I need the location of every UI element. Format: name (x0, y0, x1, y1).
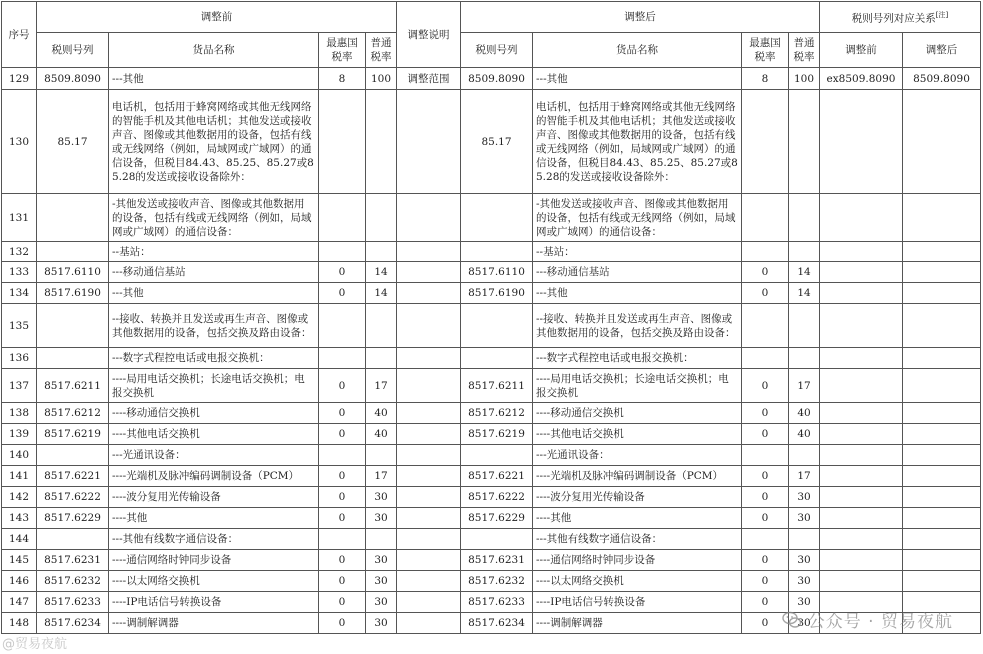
cell-name-after: ----调制解调器 (533, 613, 742, 634)
cell-seq: 146 (2, 571, 37, 592)
cell-map-after (903, 369, 981, 403)
cell-general-after (789, 304, 820, 348)
cell-seq: 138 (2, 403, 37, 424)
header-mapping-group (820, 2, 981, 33)
cell-name: ---其他 (109, 283, 319, 304)
cell-code: 8517.6212 (37, 403, 109, 424)
cell-map-before (820, 424, 903, 445)
cell-map-after (903, 445, 981, 466)
cell-mfn: 0 (319, 403, 366, 424)
cell-code (37, 529, 109, 550)
cell-mfn: 0 (319, 424, 366, 445)
wechat-icon (782, 610, 802, 630)
cell-note (397, 571, 461, 592)
table-body (2, 68, 981, 634)
cell-name: ----其他电话交换机 (109, 424, 319, 445)
cell-code-after (461, 445, 533, 466)
cell-general (366, 529, 397, 550)
cell-seq: 130 (2, 90, 37, 194)
cell-general-after (789, 529, 820, 550)
header-general-after: 普通 税率 (789, 33, 820, 68)
cell-general: 30 (366, 571, 397, 592)
cell-map-after (903, 283, 981, 304)
cell-note: 调整范围 (397, 68, 461, 90)
cell-general: 30 (366, 592, 397, 613)
cell-note (397, 529, 461, 550)
cell-name-after: 电话机，包括用于蜂窝网络或其他无线网络的智能手机及其他电话机；其他发送或接收声音、图像或其他数据用的设备，包括有线或无线网络（例如，局域网或广域网）的通信设备，但税目84.43、85.25、85.27或85.28的发送或接收设备除外： (533, 90, 742, 194)
cell-mfn: 0 (319, 508, 366, 529)
cell-name: 电话机，包括用于蜂窝网络或其他无线网络的智能手机及其他电话机；其他发送或接收声音、图像或其他数据用的设备，包括有线或无线网络（例如，局域网或广域网）的通信设备，但税目84.43、85.25、85.27或85.28的发送或接收设备除外： (109, 90, 319, 194)
cell-general: 17 (366, 369, 397, 403)
cell-seq: 147 (2, 592, 37, 613)
table-row (2, 90, 981, 194)
cell-name: ----调制解调器 (109, 613, 319, 634)
cell-general: 14 (366, 283, 397, 304)
cell-name: -其他发送或接收声音、图像或其他数据用的设备，包括有线或无线网络（例如，局域网或广域网）的通信设备： (109, 194, 319, 242)
table-row (2, 508, 981, 529)
table-row (2, 466, 981, 487)
header-map-after: 调整后 (903, 33, 981, 68)
cell-name: ---其他 (109, 68, 319, 90)
cell-seq: 145 (2, 550, 37, 571)
cell-general-after: 30 (789, 487, 820, 508)
cell-code-after: 8517.6211 (461, 369, 533, 403)
header-name-before: 货品名称 (109, 33, 319, 68)
cell-mfn-after: 0 (742, 613, 789, 634)
cell-map-before (820, 571, 903, 592)
cell-map-after (903, 550, 981, 571)
cell-seq: 142 (2, 487, 37, 508)
cell-note (397, 369, 461, 403)
cell-code-after: 8517.6232 (461, 571, 533, 592)
cell-map-before: ex8509.8090 (820, 68, 903, 90)
cell-note (397, 592, 461, 613)
table-row (2, 487, 981, 508)
cell-seq: 132 (2, 242, 37, 262)
cell-name-after: --接收、转换并且发送或再生声音、图像或其他数据用的设备，包括交换及路由设备： (533, 304, 742, 348)
cell-mfn: 0 (319, 466, 366, 487)
cell-note (397, 550, 461, 571)
header-code-after: 税则号列 (461, 33, 533, 68)
cell-general (366, 348, 397, 369)
cell-mfn-after (742, 348, 789, 369)
cell-name-after: ---其他 (533, 68, 742, 90)
cell-map-after (903, 304, 981, 348)
cell-note (397, 487, 461, 508)
cell-name: ----其他 (109, 508, 319, 529)
cell-code-after: 8517.6190 (461, 283, 533, 304)
cell-code-after (461, 529, 533, 550)
cell-seq: 136 (2, 348, 37, 369)
table-row (2, 304, 981, 348)
cell-code (37, 304, 109, 348)
cell-general: 40 (366, 403, 397, 424)
cell-code-after: 8517.6219 (461, 424, 533, 445)
cell-mfn-after: 8 (742, 68, 789, 90)
cell-code: 8517.6234 (37, 613, 109, 634)
table-row (2, 68, 981, 90)
cell-name: ---数字式程控电话或电报交换机： (109, 348, 319, 369)
cell-mfn: 0 (319, 262, 366, 283)
cell-name-after: ----波分复用光传输设备 (533, 487, 742, 508)
cell-mfn-after: 0 (742, 262, 789, 283)
cell-seq: 140 (2, 445, 37, 466)
table-row (2, 194, 981, 242)
cell-map-after: 8509.8090 (903, 68, 981, 90)
cell-map-before (820, 304, 903, 348)
cell-seq: 129 (2, 68, 37, 90)
cell-code: 8517.6110 (37, 262, 109, 283)
cell-mfn-after: 0 (742, 403, 789, 424)
cell-general-after (789, 242, 820, 262)
cell-note (397, 262, 461, 283)
header-code-before: 税则号列 (37, 33, 109, 68)
cell-general (366, 90, 397, 194)
cell-map-before (820, 348, 903, 369)
cell-general: 100 (366, 68, 397, 90)
table-row (2, 424, 981, 445)
cell-mfn-after: 0 (742, 369, 789, 403)
cell-name-after: ----其他电话交换机 (533, 424, 742, 445)
cell-code-after: 8517.6212 (461, 403, 533, 424)
cell-general-after (789, 90, 820, 194)
header-mfn-before: 最惠国 税率 (319, 33, 366, 68)
cell-map-after (903, 194, 981, 242)
cell-name-after: ---其他 (533, 283, 742, 304)
cell-code-after: 8517.6110 (461, 262, 533, 283)
cell-map-before (820, 242, 903, 262)
cell-mfn-after: 0 (742, 424, 789, 445)
cell-code: 8517.6229 (37, 508, 109, 529)
cell-general: 30 (366, 508, 397, 529)
cell-general-after: 100 (789, 68, 820, 90)
cell-mfn-after: 0 (742, 592, 789, 613)
cell-code-after (461, 242, 533, 262)
cell-seq: 139 (2, 424, 37, 445)
cell-note (397, 403, 461, 424)
cell-name-after: -其他发送或接收声音、图像或其他数据用的设备，包括有线或无线网络（例如，局域网或广域网）的通信设备： (533, 194, 742, 242)
cell-code: 8517.6233 (37, 592, 109, 613)
cell-map-before (820, 466, 903, 487)
cell-mfn (319, 529, 366, 550)
cell-code: 85.17 (37, 90, 109, 194)
cell-map-before (820, 90, 903, 194)
cell-mfn (319, 194, 366, 242)
cell-seq: 131 (2, 194, 37, 242)
cell-name: ----局用电话交换机；长途电话交换机；电报交换机 (109, 369, 319, 403)
table-row (2, 529, 981, 550)
cell-mfn: 0 (319, 592, 366, 613)
cell-code: 8517.6232 (37, 571, 109, 592)
cell-general-after: 30 (789, 592, 820, 613)
cell-seq: 135 (2, 304, 37, 348)
cell-mfn: 0 (319, 487, 366, 508)
cell-general: 14 (366, 262, 397, 283)
header-note: 调整说明 (397, 2, 461, 68)
cell-name-after: ----以太网络交换机 (533, 571, 742, 592)
cell-seq: 144 (2, 529, 37, 550)
cell-mfn: 0 (319, 283, 366, 304)
cell-name: ----移动通信交换机 (109, 403, 319, 424)
cell-note (397, 242, 461, 262)
watermark-handle: @贸易夜航 (2, 637, 68, 652)
cell-general-after (789, 348, 820, 369)
cell-general (366, 445, 397, 466)
cell-note (397, 348, 461, 369)
cell-seq: 141 (2, 466, 37, 487)
cell-note (397, 613, 461, 634)
cell-mfn (319, 304, 366, 348)
cell-map-after (903, 242, 981, 262)
cell-general-after (789, 445, 820, 466)
cell-general: 30 (366, 613, 397, 634)
cell-general-after: 17 (789, 369, 820, 403)
cell-name: ---光通讯设备： (109, 445, 319, 466)
cell-general: 30 (366, 487, 397, 508)
cell-mfn-after (742, 445, 789, 466)
cell-note (397, 194, 461, 242)
cell-general-after (789, 194, 820, 242)
cell-map-after (903, 508, 981, 529)
cell-code-after: 85.17 (461, 90, 533, 194)
cell-mfn-after: 0 (742, 487, 789, 508)
cell-general-after: 40 (789, 403, 820, 424)
cell-code (37, 194, 109, 242)
cell-name-after: --基站： (533, 242, 742, 262)
cell-code (37, 348, 109, 369)
cell-mfn-after (742, 304, 789, 348)
table-row (2, 571, 981, 592)
cell-code: 8517.6190 (37, 283, 109, 304)
cell-map-before (820, 403, 903, 424)
cell-map-after (903, 403, 981, 424)
cell-mfn-after: 0 (742, 283, 789, 304)
cell-code-after: 8517.6234 (461, 613, 533, 634)
header-map-before: 调整前 (820, 33, 903, 68)
cell-mfn (319, 242, 366, 262)
cell-seq: 134 (2, 283, 37, 304)
cell-code-after: 8517.6222 (461, 487, 533, 508)
cell-note (397, 466, 461, 487)
cell-note (397, 424, 461, 445)
cell-code: 8517.6219 (37, 424, 109, 445)
cell-map-before (820, 487, 903, 508)
cell-map-after (903, 487, 981, 508)
table-row (2, 262, 981, 283)
table-row (2, 369, 981, 403)
cell-general-after: 30 (789, 571, 820, 592)
cell-map-after (903, 571, 981, 592)
cell-name: --基站： (109, 242, 319, 262)
cell-code-after: 8517.6233 (461, 592, 533, 613)
cell-mfn: 0 (319, 369, 366, 403)
table-row (2, 242, 981, 262)
cell-map-after (903, 90, 981, 194)
cell-mfn: 0 (319, 613, 366, 634)
cell-general (366, 194, 397, 242)
header-mapping-footnote: [注] (935, 11, 949, 20)
watermark-account-text: 公众号 · 贸易夜航 (807, 612, 953, 632)
cell-name-after: ---光通讯设备： (533, 445, 742, 466)
cell-mfn-after (742, 194, 789, 242)
cell-general: 30 (366, 550, 397, 571)
cell-general: 17 (366, 466, 397, 487)
cell-code (37, 445, 109, 466)
cell-map-before (820, 262, 903, 283)
cell-map-after (903, 424, 981, 445)
cell-name: ----以太网络交换机 (109, 571, 319, 592)
cell-code-after (461, 194, 533, 242)
cell-mfn-after (742, 90, 789, 194)
cell-seq: 133 (2, 262, 37, 283)
cell-name-after: ----通信网络时钟同步设备 (533, 550, 742, 571)
cell-name: ---其他有线数字通信设备： (109, 529, 319, 550)
cell-map-before (820, 550, 903, 571)
cell-name-after: ----其他 (533, 508, 742, 529)
cell-name: ----波分复用光传输设备 (109, 487, 319, 508)
cell-code: 8517.6231 (37, 550, 109, 571)
cell-name: ----IP电话信号转换设备 (109, 592, 319, 613)
cell-name-after: ----IP电话信号转换设备 (533, 592, 742, 613)
cell-general-after: 14 (789, 262, 820, 283)
table-row (2, 550, 981, 571)
cell-general (366, 242, 397, 262)
cell-code-after (461, 348, 533, 369)
cell-code-after: 8517.6229 (461, 508, 533, 529)
table-row (2, 445, 981, 466)
cell-name-after: ----光端机及脉冲编码调制设备（PCM） (533, 466, 742, 487)
cell-general-after: 30 (789, 550, 820, 571)
header-name-after: 货品名称 (533, 33, 742, 68)
cell-name: ----光端机及脉冲编码调制设备（PCM） (109, 466, 319, 487)
header-seq: 序号 (2, 2, 37, 68)
cell-map-after (903, 262, 981, 283)
cell-mfn-after: 0 (742, 571, 789, 592)
cell-mfn (319, 348, 366, 369)
cell-name-after: ---数字式程控电话或电报交换机： (533, 348, 742, 369)
cell-map-after (903, 466, 981, 487)
cell-name: --接收、转换并且发送或再生声音、图像或其他数据用的设备，包括交换及路由设备： (109, 304, 319, 348)
cell-mfn: 0 (319, 571, 366, 592)
cell-mfn: 0 (319, 550, 366, 571)
cell-general (366, 304, 397, 348)
cell-code-after: 8509.8090 (461, 68, 533, 90)
cell-general-after: 14 (789, 283, 820, 304)
header-mapping-label: 税则号列对应关系 (851, 12, 936, 25)
cell-mfn-after: 0 (742, 508, 789, 529)
cell-map-after (903, 348, 981, 369)
cell-mfn-after: 0 (742, 550, 789, 571)
cell-seq: 143 (2, 508, 37, 529)
cell-mfn-after (742, 529, 789, 550)
cell-mfn: 8 (319, 68, 366, 90)
cell-mfn (319, 90, 366, 194)
header-mfn-after: 最惠国 税率 (742, 33, 789, 68)
cell-note (397, 90, 461, 194)
cell-note (397, 445, 461, 466)
cell-map-before (820, 283, 903, 304)
cell-note (397, 508, 461, 529)
tariff-adjustment-table (1, 1, 981, 634)
table-row (2, 348, 981, 369)
header-general-before: 普通 税率 (366, 33, 397, 68)
cell-map-before (820, 445, 903, 466)
cell-name: ----通信网络时钟同步设备 (109, 550, 319, 571)
cell-code-after: 8517.6231 (461, 550, 533, 571)
cell-seq: 148 (2, 613, 37, 634)
header-before-group: 调整前 (37, 2, 397, 33)
cell-map-before (820, 508, 903, 529)
cell-general: 40 (366, 424, 397, 445)
cell-mfn (319, 445, 366, 466)
cell-name-after: ----局用电话交换机；长途电话交换机；电报交换机 (533, 369, 742, 403)
cell-general-after: 40 (789, 424, 820, 445)
cell-note (397, 304, 461, 348)
cell-code-after (461, 304, 533, 348)
cell-seq: 137 (2, 369, 37, 403)
cell-note (397, 283, 461, 304)
watermark-account (782, 607, 953, 632)
cell-code: 8517.6211 (37, 369, 109, 403)
cell-code: 8517.6222 (37, 487, 109, 508)
cell-map-before (820, 369, 903, 403)
cell-map-before (820, 194, 903, 242)
cell-mfn-after: 0 (742, 466, 789, 487)
header-after-group: 调整后 (461, 2, 820, 33)
table-row (2, 403, 981, 424)
cell-code-after: 8517.6221 (461, 466, 533, 487)
cell-code: 8509.8090 (37, 68, 109, 90)
cell-map-before (820, 529, 903, 550)
cell-name: ---移动通信基站 (109, 262, 319, 283)
cell-general-after: 30 (789, 613, 820, 634)
cell-name-after: ---移动通信基站 (533, 262, 742, 283)
cell-mfn-after (742, 242, 789, 262)
cell-code (37, 242, 109, 262)
cell-general-after: 17 (789, 466, 820, 487)
cell-map-after (903, 529, 981, 550)
cell-name-after: ----移动通信交换机 (533, 403, 742, 424)
cell-name-after: ---其他有线数字通信设备： (533, 529, 742, 550)
cell-general-after: 30 (789, 508, 820, 529)
table-row (2, 283, 981, 304)
cell-code: 8517.6221 (37, 466, 109, 487)
